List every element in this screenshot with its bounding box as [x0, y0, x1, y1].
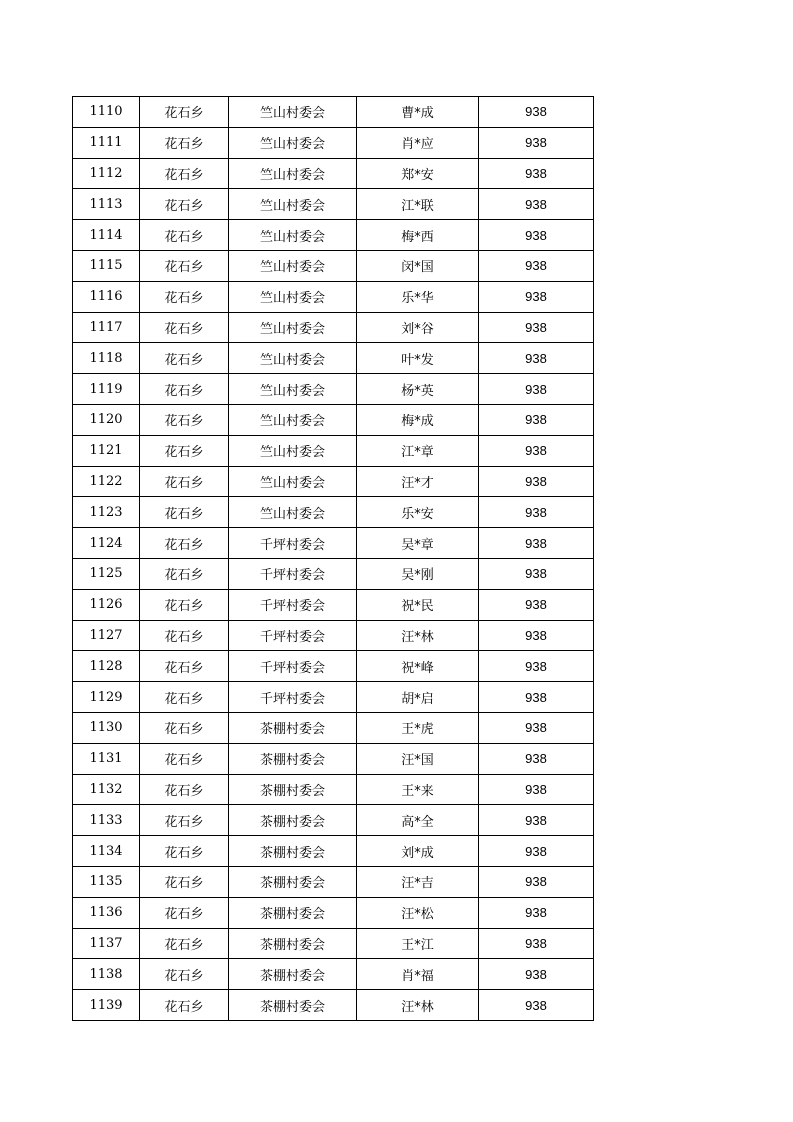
row-number-cell: 1139 [73, 990, 140, 1021]
village-committee-cell: 茶棚村委会 [229, 866, 357, 897]
table-row [73, 250, 594, 281]
village-committee-cell: 茶棚村委会 [229, 897, 357, 928]
township-cell: 花石乡 [140, 435, 229, 466]
row-number-cell: 1115 [73, 250, 140, 281]
person-name-cell: 王*来 [357, 774, 479, 805]
row-number-cell: 1110 [73, 97, 140, 128]
village-committee-cell: 竺山村委会 [229, 466, 357, 497]
amount-cell: 938 [479, 466, 594, 497]
township-cell: 花石乡 [140, 558, 229, 589]
township-cell: 花石乡 [140, 220, 229, 251]
village-committee-cell: 竺山村委会 [229, 281, 357, 312]
table-row [73, 651, 594, 682]
row-number-cell: 1127 [73, 620, 140, 651]
village-committee-cell: 茶棚村委会 [229, 774, 357, 805]
township-cell: 花石乡 [140, 158, 229, 189]
row-number-cell: 1117 [73, 312, 140, 343]
person-name-cell: 汪*林 [357, 990, 479, 1021]
table-row [73, 589, 594, 620]
amount-cell: 938 [479, 805, 594, 836]
village-committee-cell: 千坪村委会 [229, 528, 357, 559]
amount-cell: 938 [479, 97, 594, 128]
village-committee-cell: 茶棚村委会 [229, 805, 357, 836]
amount-cell: 938 [479, 220, 594, 251]
table-row [73, 836, 594, 867]
person-name-cell: 肖*福 [357, 959, 479, 990]
row-number-cell: 1136 [73, 897, 140, 928]
amount-cell: 938 [479, 281, 594, 312]
table-row [73, 743, 594, 774]
amount-cell: 938 [479, 836, 594, 867]
township-cell: 花石乡 [140, 990, 229, 1021]
village-committee-cell: 茶棚村委会 [229, 990, 357, 1021]
amount-cell: 938 [479, 343, 594, 374]
township-cell: 花石乡 [140, 97, 229, 128]
row-number-cell: 1112 [73, 158, 140, 189]
table-row [73, 497, 594, 528]
row-number-cell: 1128 [73, 651, 140, 682]
township-cell: 花石乡 [140, 497, 229, 528]
amount-cell: 938 [479, 158, 594, 189]
person-name-cell: 江*章 [357, 435, 479, 466]
row-number-cell: 1116 [73, 281, 140, 312]
person-name-cell: 汪*才 [357, 466, 479, 497]
person-name-cell: 杨*英 [357, 374, 479, 405]
table-row [73, 805, 594, 836]
township-cell: 花石乡 [140, 682, 229, 713]
person-name-cell: 曹*成 [357, 97, 479, 128]
township-cell: 花石乡 [140, 620, 229, 651]
row-number-cell: 1138 [73, 959, 140, 990]
person-name-cell: 刘*成 [357, 836, 479, 867]
row-number-cell: 1123 [73, 497, 140, 528]
village-committee-cell: 茶棚村委会 [229, 836, 357, 867]
township-cell: 花石乡 [140, 250, 229, 281]
row-number-cell: 1135 [73, 866, 140, 897]
row-number-cell: 1120 [73, 404, 140, 435]
table-row [73, 866, 594, 897]
village-committee-cell: 竺山村委会 [229, 404, 357, 435]
amount-cell: 938 [479, 127, 594, 158]
person-name-cell: 郑*安 [357, 158, 479, 189]
amount-cell: 938 [479, 620, 594, 651]
row-number-cell: 1124 [73, 528, 140, 559]
village-committee-cell: 竺山村委会 [229, 374, 357, 405]
table-row [73, 558, 594, 589]
table-row [73, 97, 594, 128]
row-number-cell: 1119 [73, 374, 140, 405]
village-committee-cell: 竺山村委会 [229, 343, 357, 374]
row-number-cell: 1130 [73, 712, 140, 743]
amount-cell: 938 [479, 528, 594, 559]
amount-cell: 938 [479, 897, 594, 928]
amount-cell: 938 [479, 682, 594, 713]
row-number-cell: 1132 [73, 774, 140, 805]
village-committee-cell: 茶棚村委会 [229, 743, 357, 774]
person-name-cell: 王*江 [357, 928, 479, 959]
amount-cell: 938 [479, 743, 594, 774]
township-cell: 花石乡 [140, 343, 229, 374]
row-number-cell: 1126 [73, 589, 140, 620]
township-cell: 花石乡 [140, 928, 229, 959]
township-cell: 花石乡 [140, 651, 229, 682]
village-committee-cell: 竺山村委会 [229, 312, 357, 343]
township-cell: 花石乡 [140, 312, 229, 343]
village-committee-cell: 茶棚村委会 [229, 959, 357, 990]
amount-cell: 938 [479, 774, 594, 805]
table-row [73, 528, 594, 559]
table-row [73, 990, 594, 1021]
row-number-cell: 1111 [73, 127, 140, 158]
amount-cell: 938 [479, 189, 594, 220]
table-row [73, 189, 594, 220]
person-name-cell: 刘*谷 [357, 312, 479, 343]
person-name-cell: 叶*发 [357, 343, 479, 374]
table-row [73, 897, 594, 928]
township-cell: 花石乡 [140, 866, 229, 897]
row-number-cell: 1129 [73, 682, 140, 713]
township-cell: 花石乡 [140, 189, 229, 220]
person-name-cell: 闵*国 [357, 250, 479, 281]
person-name-cell: 乐*安 [357, 497, 479, 528]
person-name-cell: 祝*民 [357, 589, 479, 620]
person-name-cell: 江*联 [357, 189, 479, 220]
amount-cell: 938 [479, 866, 594, 897]
row-number-cell: 1133 [73, 805, 140, 836]
row-number-cell: 1114 [73, 220, 140, 251]
amount-cell: 938 [479, 712, 594, 743]
table-row [73, 312, 594, 343]
village-committee-cell: 千坪村委会 [229, 651, 357, 682]
township-cell: 花石乡 [140, 281, 229, 312]
row-number-cell: 1125 [73, 558, 140, 589]
person-name-cell: 梅*西 [357, 220, 479, 251]
amount-cell: 938 [479, 497, 594, 528]
row-number-cell: 1137 [73, 928, 140, 959]
village-committee-cell: 茶棚村委会 [229, 928, 357, 959]
row-number-cell: 1134 [73, 836, 140, 867]
amount-cell: 938 [479, 651, 594, 682]
person-name-cell: 王*虎 [357, 712, 479, 743]
person-name-cell: 肖*应 [357, 127, 479, 158]
table-row [73, 712, 594, 743]
table-row [73, 435, 594, 466]
row-number-cell: 1121 [73, 435, 140, 466]
row-number-cell: 1113 [73, 189, 140, 220]
roster-table [72, 96, 594, 1021]
township-cell: 花石乡 [140, 897, 229, 928]
person-name-cell: 汪*松 [357, 897, 479, 928]
row-number-cell: 1122 [73, 466, 140, 497]
person-name-cell: 汪*林 [357, 620, 479, 651]
village-committee-cell: 茶棚村委会 [229, 712, 357, 743]
village-committee-cell: 竺山村委会 [229, 97, 357, 128]
table-row [73, 127, 594, 158]
village-committee-cell: 竺山村委会 [229, 158, 357, 189]
amount-cell: 938 [479, 374, 594, 405]
table-row [73, 374, 594, 405]
township-cell: 花石乡 [140, 589, 229, 620]
table-row [73, 220, 594, 251]
person-name-cell: 梅*成 [357, 404, 479, 435]
table-row [73, 158, 594, 189]
township-cell: 花石乡 [140, 374, 229, 405]
amount-cell: 938 [479, 990, 594, 1021]
table-row [73, 281, 594, 312]
township-cell: 花石乡 [140, 466, 229, 497]
village-committee-cell: 竺山村委会 [229, 127, 357, 158]
row-number-cell: 1131 [73, 743, 140, 774]
township-cell: 花石乡 [140, 712, 229, 743]
table-row [73, 404, 594, 435]
village-committee-cell: 竺山村委会 [229, 497, 357, 528]
person-name-cell: 汪*国 [357, 743, 479, 774]
amount-cell: 938 [479, 250, 594, 281]
person-name-cell: 乐*华 [357, 281, 479, 312]
amount-cell: 938 [479, 928, 594, 959]
amount-cell: 938 [479, 558, 594, 589]
village-committee-cell: 千坪村委会 [229, 620, 357, 651]
amount-cell: 938 [479, 959, 594, 990]
township-cell: 花石乡 [140, 743, 229, 774]
person-name-cell: 高*全 [357, 805, 479, 836]
roster-table-body [73, 97, 594, 1021]
amount-cell: 938 [479, 589, 594, 620]
village-committee-cell: 千坪村委会 [229, 558, 357, 589]
table-row [73, 928, 594, 959]
township-cell: 花石乡 [140, 959, 229, 990]
village-committee-cell: 竺山村委会 [229, 435, 357, 466]
village-committee-cell: 竺山村委会 [229, 250, 357, 281]
amount-cell: 938 [479, 435, 594, 466]
table-row [73, 620, 594, 651]
village-committee-cell: 千坪村委会 [229, 682, 357, 713]
amount-cell: 938 [479, 312, 594, 343]
row-number-cell: 1118 [73, 343, 140, 374]
person-name-cell: 胡*启 [357, 682, 479, 713]
township-cell: 花石乡 [140, 528, 229, 559]
village-committee-cell: 竺山村委会 [229, 189, 357, 220]
township-cell: 花石乡 [140, 127, 229, 158]
person-name-cell: 吴*章 [357, 528, 479, 559]
table-row [73, 466, 594, 497]
table-row [73, 774, 594, 805]
village-committee-cell: 千坪村委会 [229, 589, 357, 620]
township-cell: 花石乡 [140, 805, 229, 836]
amount-cell: 938 [479, 404, 594, 435]
person-name-cell: 祝*峰 [357, 651, 479, 682]
township-cell: 花石乡 [140, 836, 229, 867]
person-name-cell: 汪*吉 [357, 866, 479, 897]
table-row [73, 343, 594, 374]
township-cell: 花石乡 [140, 404, 229, 435]
village-committee-cell: 竺山村委会 [229, 220, 357, 251]
table-row [73, 959, 594, 990]
table-row [73, 682, 594, 713]
township-cell: 花石乡 [140, 774, 229, 805]
person-name-cell: 吴*刚 [357, 558, 479, 589]
